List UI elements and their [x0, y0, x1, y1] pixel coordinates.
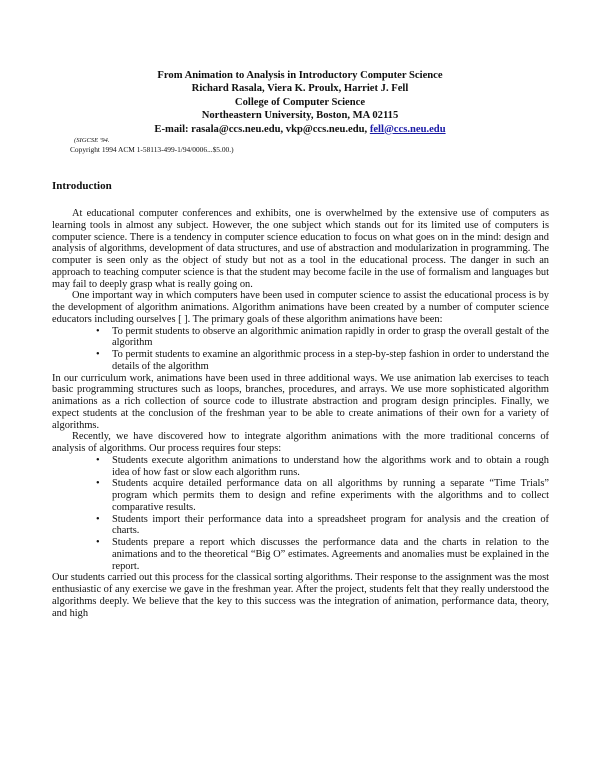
paragraph-2: One important way in which computers have been used in computer science to assist the educational process is by the development of algorithm animations. Algorithm animations have been created by a number of computer science educators including ourselves [ ]. The primary goals of these algorithm animations have been:	[52, 290, 549, 325]
body-text	[52, 208, 549, 619]
bullet-icon: •	[96, 349, 100, 360]
paragraph-3: In our curriculum work, animations have been used in three additional ways. We use animation lab exercises to teach basic programming structures such as loops, branches, procedures, and arrays. We use more sophisticated algorithm animations as a rich collection of source code to illustrate abstraction and program design principles. Finally, we expect students at the conclusion of the freshman year to be able to create animations of their own for a variety of algorithms.	[52, 372, 549, 431]
list-item	[96, 325, 549, 350]
email-line	[80, 123, 520, 136]
steps-list	[52, 455, 549, 573]
copyright-note: Copyright 1994 ACM 1-58113-499-1/94/0006...$5.00.)	[70, 145, 234, 154]
list-item	[96, 478, 549, 513]
bullet-icon: •	[96, 478, 100, 490]
list-item-text: Students execute algorithm animations to understand how the algorithms work and to obtain a rough idea of how fast or slow each algorithm runs.	[112, 454, 549, 478]
paragraph-5: Our students carried out this process for the classical sorting algorithms. Their response to the assignment was the most enthusiastic of any exercise we gave in the freshman year. After the project, students felt that they really understood the algorithms deeply. We believe that the key to this success was the integration of animation, performance data, theory, and high	[52, 572, 549, 619]
list-item	[96, 537, 549, 572]
university-address: Northeastern University, Boston, MA 02115	[201, 110, 399, 122]
list-item	[96, 454, 549, 479]
bullet-icon: •	[96, 513, 100, 525]
authors: Richard Rasala, Viera K. Proulx, Harriet J. Fell	[191, 83, 409, 95]
list-item-text: To permit students to examine an algorithmic process in a step-by-step fashion in order to understand the details of the algorithm	[112, 349, 549, 372]
list-item-text: Students prepare a report which discusses the performance data and the charts in relation to the animations and to the theoretical “Big O” estimates. Agreements and anomalies must be explained in the report.	[112, 537, 549, 572]
email-text: E-mail: rasala@ccs.neu.edu, vkp@ccs.neu.edu,	[154, 123, 370, 135]
paper-header	[80, 69, 520, 136]
list-item	[96, 349, 549, 373]
bullet-icon: •	[96, 537, 100, 548]
conference-note: (SIGCSE '94.	[74, 137, 110, 144]
email-link[interactable]: fell@ccs.neu.edu	[369, 123, 446, 135]
list-item-text: Students acquire detailed performance data on all algorithms by running a separate “Time Trials” program which permits them to design and refine experiments with the algorithms and to collect comparative results.	[112, 478, 549, 513]
paragraph-4: Recently, we have discovered how to integrate algorithm animations with the more traditional concerns of analysis of algorithms. Our process requires four steps:	[52, 431, 549, 454]
college: College of Computer Science	[234, 96, 366, 108]
goals-list	[52, 326, 549, 373]
list-item-text: Students import their performance data into a spreadsheet program for analysis and the creation of charts.	[112, 513, 549, 537]
list-item	[96, 513, 549, 538]
list-item-text: To permit students to observe an algorithmic animation rapidly in order to grasp the overall gestalt of the algorithm	[112, 325, 549, 349]
bullet-icon: •	[96, 325, 100, 337]
bullet-icon: •	[96, 454, 100, 466]
paragraph-1: At educational computer conferences and exhibits, one is overwhelmed by the extensive use of computers as learning tools in almost any subject. However, the one subject which stands out for its limited use of computers is computer science. There is a tendency in computer science education to focus on what goes on in the mind: design and analysis of algorithms, development of data structures, and use of abstraction and modularization in programming. The computer is seen only as the object of study but not as a tool in the educational process. The danger in such an approach to teaching computer science is that the student may become facile in the use of formalism and languages but may fail to deeply grasp what is really going on.	[52, 208, 549, 290]
section-title: Introduction	[52, 180, 112, 192]
paper-title: From Animation to Analysis in Introductory Computer Science	[157, 70, 443, 81]
